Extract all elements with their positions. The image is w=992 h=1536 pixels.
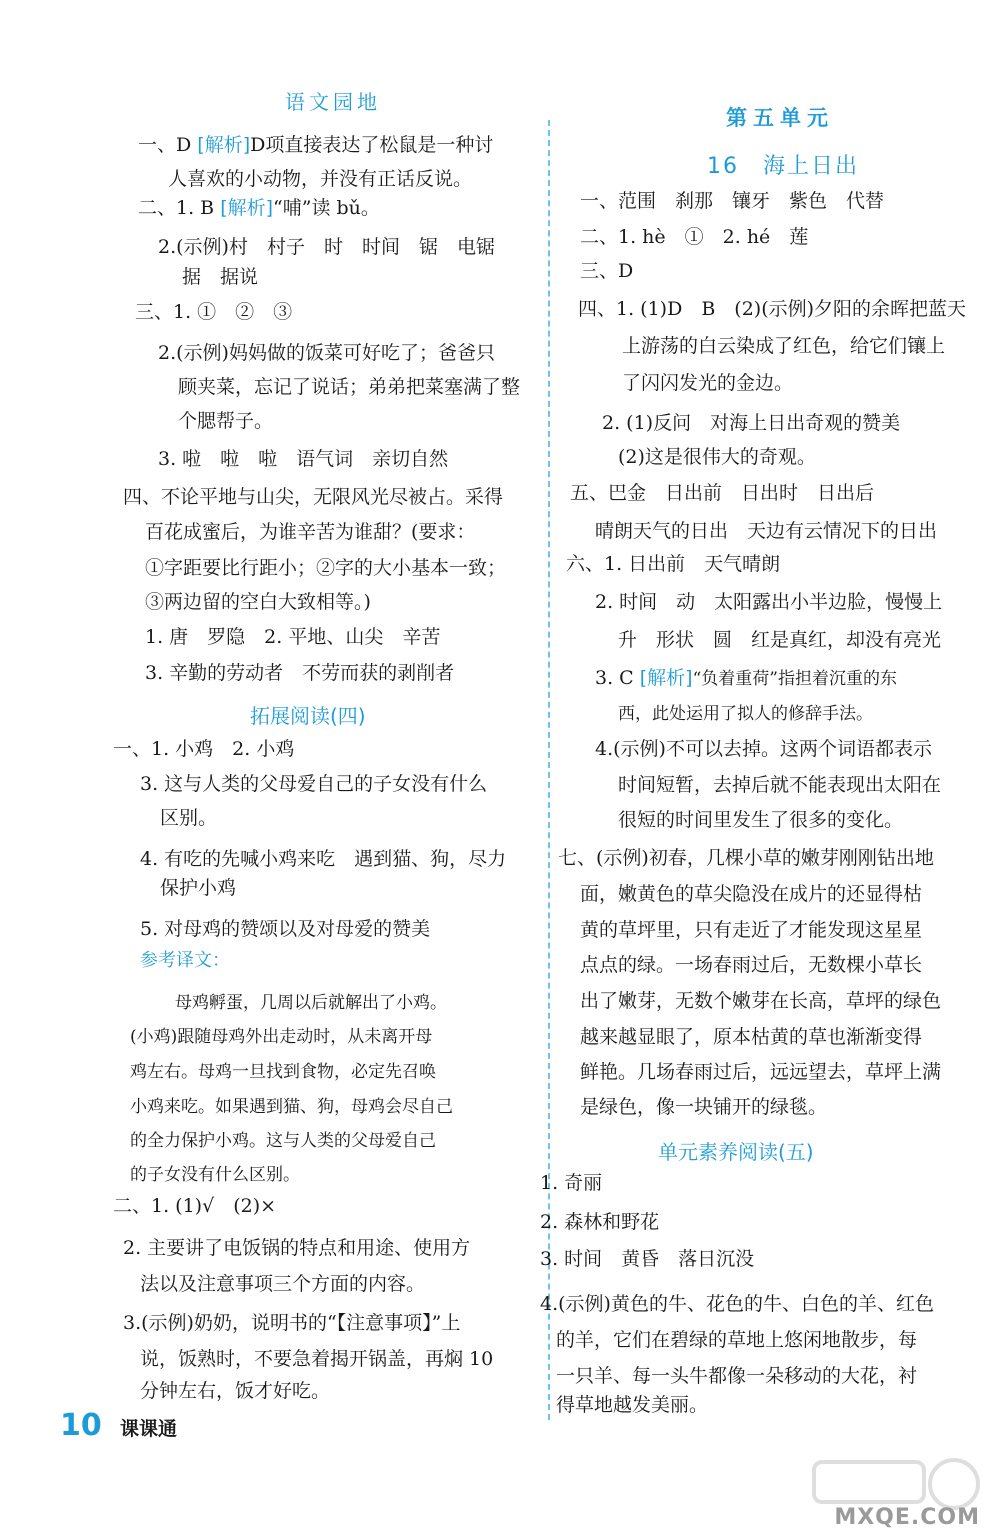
section-heading-yuwen-yuandi: 语文园地	[285, 90, 381, 114]
reference-translation-label: 参考译文：	[140, 950, 230, 971]
answer-line: 面，嫩黄色的草尖隐没在成片的还显得枯	[580, 883, 923, 905]
answer-line: 1. 唐 罗隐 2. 平地、山尖 辛苦	[145, 626, 441, 648]
answer-text: 二、1. B	[138, 197, 215, 219]
answer-line: 三、1. ① ② ③	[135, 301, 293, 323]
answer-line: 2. 时间 动 太阳露出小半边脸，慢慢上	[595, 591, 943, 613]
answer-line: 七、(示例)初春，几棵小草的嫩芽刚刚钻出地	[558, 847, 934, 869]
answer-line	[138, 132, 493, 158]
answer-line: 个腮帮子。	[178, 410, 274, 432]
answer-line: 4.(示例)不可以去掉。这两个词语都表示	[595, 738, 932, 760]
answer-text: “负着重荷”指担着沉重的东	[692, 669, 897, 689]
answer-line: ③两边留的空白大致相等。)	[145, 591, 371, 613]
answer-line: 四、不论平地与山尖，无限风光尽被占。采得	[123, 486, 504, 508]
brand-name: 课课通	[120, 1418, 178, 1440]
answer-line: 晴朗天气的日出 天边有云情况下的日出	[595, 520, 938, 542]
answer-line: 1. 奇丽	[540, 1172, 603, 1194]
analysis-tag: [解析]	[197, 134, 251, 156]
translation-line: 鸡左右。母鸡一旦找到食物，必定先召唤	[130, 1062, 436, 1082]
translation-line: (小鸡)跟随母鸡外出走动时，从未离开母	[130, 1027, 433, 1047]
translation-line: 的子女没有什么区别。	[130, 1165, 300, 1185]
answer-line: 2. 主要讲了电饭锅的特点和用途、使用方	[123, 1237, 471, 1259]
answer-line: 时间短暂，去掉后就不能表现出太阳在	[618, 774, 942, 796]
answer-line: 鲜艳。几场春雨过后，远远望去，草坪上满	[580, 1061, 942, 1083]
answer-line: 人喜欢的小动物，并没有正话反说。	[168, 168, 473, 190]
answer-line: 了闪闪发光的金边。	[622, 372, 794, 394]
answer-line: 保护小鸡	[160, 877, 237, 899]
answer-line: 西，此处运用了拟人的修辞手法。	[618, 704, 873, 724]
answer-line: 三、D	[580, 260, 634, 282]
answer-line: 区别。	[160, 807, 218, 829]
analysis-tag: [解析]	[220, 197, 274, 219]
answer-line	[138, 195, 380, 221]
answer-line: 5. 对母鸡的赞颂以及对母爱的赞美	[140, 918, 431, 940]
answer-line: 3. 辛勤的劳动者 不劳而获的剥削者	[145, 662, 455, 684]
answer-text: 一、D	[138, 134, 192, 156]
translation-line: 母鸡孵蛋，几周以后就解出了小鸡。	[175, 993, 447, 1013]
answer-text: “哺”读 bǔ。	[273, 197, 380, 219]
answer-line: 一、范围 刹那 镶牙 紫色 代替	[580, 190, 885, 212]
answer-line: 黄的草坪里，只有走近了才能发现这星星	[580, 919, 923, 941]
unit-heading: 第五单元	[726, 106, 834, 130]
answer-line: 五、巴金 日出前 日出时 日出后	[570, 482, 875, 504]
section-heading-danyuan-suyang: 单元素养阅读(五)	[658, 1140, 814, 1164]
watermark-text: MXQE.COM	[834, 1505, 980, 1530]
answer-line: 一、1. 小鸡 2. 小鸡	[113, 738, 295, 760]
answer-line: 分钟左右，饭才好吃。	[140, 1380, 331, 1402]
answer-line: 说，饭熟时，不要急着揭开锅盖，再焖 10	[140, 1348, 494, 1370]
answer-line: 二、1. (1)√ (2)×	[113, 1195, 277, 1217]
answer-line: 法以及注意事项三个方面的内容。	[140, 1273, 426, 1295]
answer-line: 3. 这与人类的父母爱自己的子女没有什么	[140, 773, 488, 795]
answer-line: 出了嫩芽，无数个嫩芽在长高，草坪的绿色	[580, 990, 942, 1012]
translation-line: 的全力保护小鸡。这与人类的父母爱自己	[130, 1131, 436, 1151]
section-heading-tuozhan-yuedu: 拓展阅读(四)	[250, 704, 366, 728]
answer-line: 顾夹菜，忘记了说话；弟弟把菜塞满了整	[178, 376, 521, 398]
answer-line: 一只羊、每一头牛都像一朵移动的大花，衬	[556, 1365, 918, 1387]
answer-line: 上游荡的白云染成了红色，给它们镶上	[622, 335, 946, 357]
answer-line: ①字距要比行距小；②字的大小基本一致；	[145, 557, 507, 579]
answer-text: 3. C	[595, 667, 634, 689]
answer-line: 点点的绿。一场春雨过后，无数棵小草长	[580, 954, 923, 976]
answer-line: 百花成蜜后，为谁辛苦为谁甜？(要求：	[145, 521, 476, 543]
answer-line: (2)这是很伟大的奇观。	[618, 446, 816, 468]
answer-line: 四、1. (1)D B (2)(示例)夕阳的余晖把蓝天	[578, 298, 967, 320]
answer-line: 4.(示例)黄色的牛、花色的牛、白色的羊、红色	[540, 1293, 934, 1315]
answer-line: 4. 有吃的先喊小鸡来吃 遇到猫、狗，尽力	[140, 848, 507, 870]
answer-line: 2.(示例)妈妈做的饭菜可好吃了；爸爸只	[158, 342, 495, 364]
answer-line: 是绿色，像一块铺开的绿毯。	[580, 1096, 828, 1118]
answer-line: 得草地越发美丽。	[556, 1394, 709, 1416]
answer-line: 二、1. hè ① 2. hé 莲	[580, 226, 809, 248]
answer-line: 升 形状 圆 红是真红，却没有亮光	[618, 629, 942, 651]
answer-line: 3.(示例)奶奶，说明书的“【注意事项】”上	[123, 1312, 461, 1334]
translation-line: 小鸡来吃。如果遇到猫、狗，母鸡会尽自己	[130, 1097, 453, 1117]
lesson-heading: 16 海上日出	[707, 154, 859, 179]
answer-line	[595, 665, 897, 692]
answer-line: 2. (1)反问 对海上日出奇观的赞美	[602, 412, 901, 434]
analysis-tag: [解析]	[639, 667, 693, 689]
answer-line: 3. 啦 啦 啦 语气词 亲切自然	[158, 448, 449, 470]
answer-line: 2. 森林和野花	[540, 1211, 660, 1233]
answer-line: 2.(示例)村 村子 时 时间 锯 电锯	[158, 236, 495, 258]
answer-line: 越来越显眼了，原本枯黄的草也渐渐变得	[580, 1026, 923, 1048]
answer-line: 的羊，它们在碧绿的草地上悠闲地散步，每	[556, 1329, 918, 1351]
answer-text: D项直接表达了松鼠是一种讨	[250, 134, 494, 156]
answer-line: 据 据说	[182, 266, 259, 288]
page-number: 10	[60, 1408, 102, 1443]
answer-line: 六、1. 日出前 天气晴朗	[566, 553, 781, 575]
answer-line: 3. 时间 黄昏 落日沉没	[540, 1248, 755, 1270]
answer-line: 很短的时间里发生了很多的变化。	[618, 809, 904, 831]
